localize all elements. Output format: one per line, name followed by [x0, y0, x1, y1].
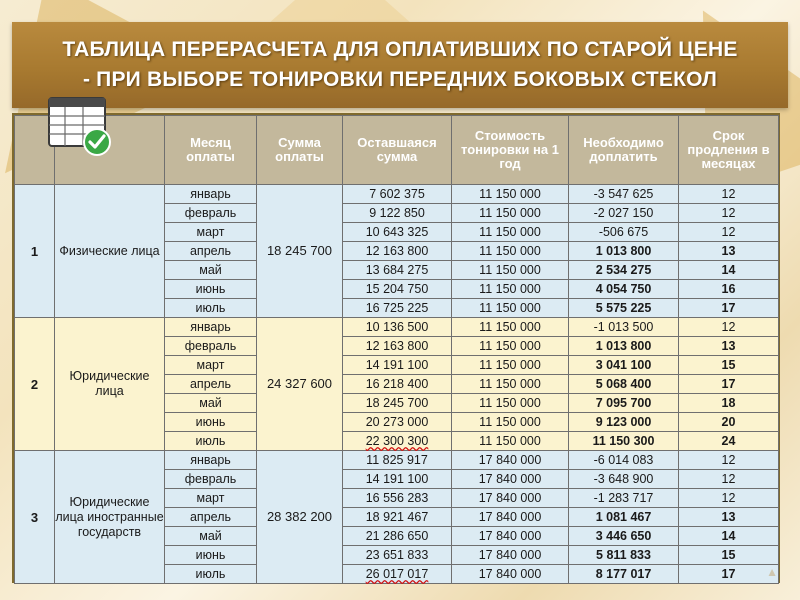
cell-cost: 11 150 000 [452, 413, 569, 432]
cell-topay: 1 013 800 [569, 337, 679, 356]
cell-topay: 1 013 800 [569, 242, 679, 261]
cell-topay: -3 648 900 [569, 470, 679, 489]
cell-remaining: 14 191 100 [343, 356, 452, 375]
group-category: Юридические лица [55, 318, 165, 451]
cell-topay: 3 446 650 [569, 527, 679, 546]
cell-month: июнь [165, 413, 257, 432]
cell-remaining: 18 921 467 [343, 508, 452, 527]
cell-remaining: 16 218 400 [343, 375, 452, 394]
cell-topay: 3 041 100 [569, 356, 679, 375]
cell-remaining: 11 825 917 [343, 451, 452, 470]
header-term: Срок продления в месяцах [679, 116, 779, 185]
cell-cost: 11 150 000 [452, 242, 569, 261]
header-cost: Стоимость тонировки на 1 год [452, 116, 569, 185]
cell-remaining: 16 556 283 [343, 489, 452, 508]
data-table [14, 115, 779, 584]
cell-month: январь [165, 318, 257, 337]
cell-month: май [165, 527, 257, 546]
title-line-2: - ПРИ ВЫБОРЕ ТОНИРОВКИ ПЕРЕДНИХ БОКОВЫХ СТЕКОЛ [82, 68, 718, 91]
cell-term: 24 [679, 432, 779, 451]
cell-topay: 8 177 017 [569, 565, 679, 584]
cell-topay: 11 150 300 [569, 432, 679, 451]
cell-term: 18 [679, 394, 779, 413]
cell-cost: 17 840 000 [452, 527, 569, 546]
cell-topay: 5 575 225 [569, 299, 679, 318]
header-month: Месяц оплаты [165, 116, 257, 185]
group-category: Юридические лица иностранные государств [55, 451, 165, 584]
cell-topay: -2 027 150 [569, 204, 679, 223]
cell-topay: 5 811 833 [569, 546, 679, 565]
recalculation-table [12, 113, 780, 583]
cell-term: 14 [679, 261, 779, 280]
cell-cost: 11 150 000 [452, 299, 569, 318]
cell-month: май [165, 394, 257, 413]
cell-cost: 11 150 000 [452, 356, 569, 375]
cell-cost: 11 150 000 [452, 185, 569, 204]
cell-month: февраль [165, 337, 257, 356]
cell-month: июнь [165, 280, 257, 299]
header-remaining: Оставшаяся сумма [343, 116, 452, 185]
cell-month: май [165, 261, 257, 280]
table-row [15, 318, 779, 337]
cell-remaining: 7 602 375 [343, 185, 452, 204]
cell-cost: 17 840 000 [452, 470, 569, 489]
cell-remaining: 12 163 800 [343, 337, 452, 356]
cell-term: 12 [679, 470, 779, 489]
cell-cost: 11 150 000 [452, 318, 569, 337]
page-corner-mark: ▲ [766, 565, 778, 579]
cell-remaining: 14 191 100 [343, 470, 452, 489]
title-banner [12, 22, 788, 108]
header-sum: Сумма оплаты [257, 116, 343, 185]
cell-month: апрель [165, 375, 257, 394]
cell-cost: 17 840 000 [452, 451, 569, 470]
cell-term: 17 [679, 375, 779, 394]
cell-month: февраль [165, 470, 257, 489]
header-row [15, 116, 779, 185]
cell-cost: 17 840 000 [452, 565, 569, 584]
cell-term: 15 [679, 546, 779, 565]
cell-term: 12 [679, 451, 779, 470]
group-number: 2 [15, 318, 55, 451]
cell-term: 12 [679, 318, 779, 337]
cell-term: 17 [679, 299, 779, 318]
cell-cost: 11 150 000 [452, 337, 569, 356]
cell-topay: 1 081 467 [569, 508, 679, 527]
cell-remaining: 15 204 750 [343, 280, 452, 299]
cell-month: март [165, 489, 257, 508]
cell-month: июль [165, 565, 257, 584]
cell-term: 12 [679, 204, 779, 223]
cell-month: январь [165, 451, 257, 470]
group-number: 3 [15, 451, 55, 584]
cell-month: апрель [165, 242, 257, 261]
cell-month: март [165, 223, 257, 242]
cell-remaining: 20 273 000 [343, 413, 452, 432]
cell-month: июнь [165, 546, 257, 565]
spreadsheet-checkmark-icon [45, 96, 115, 160]
cell-topay: 9 123 000 [569, 413, 679, 432]
cell-remaining: 9 122 850 [343, 204, 452, 223]
cell-remaining: 10 643 325 [343, 223, 452, 242]
cell-topay: 4 054 750 [569, 280, 679, 299]
cell-remaining: 10 136 500 [343, 318, 452, 337]
cell-cost: 11 150 000 [452, 394, 569, 413]
cell-term: 20 [679, 413, 779, 432]
cell-month: апрель [165, 508, 257, 527]
cell-month: июль [165, 432, 257, 451]
cell-topay: -506 675 [569, 223, 679, 242]
cell-topay: -6 014 083 [569, 451, 679, 470]
cell-remaining: 26 017 017 [343, 565, 452, 584]
cell-cost: 11 150 000 [452, 261, 569, 280]
cell-month: февраль [165, 204, 257, 223]
cell-term: 15 [679, 356, 779, 375]
cell-term: 12 [679, 223, 779, 242]
cell-term: 14 [679, 527, 779, 546]
cell-remaining: 22 300 300 [343, 432, 452, 451]
cell-topay: 2 534 275 [569, 261, 679, 280]
cell-month: январь [165, 185, 257, 204]
cell-remaining: 12 163 800 [343, 242, 452, 261]
group-number: 1 [15, 185, 55, 318]
cell-remaining: 13 684 275 [343, 261, 452, 280]
cell-term: 13 [679, 242, 779, 261]
cell-topay: -3 547 625 [569, 185, 679, 204]
cell-cost: 17 840 000 [452, 508, 569, 527]
cell-month: июль [165, 299, 257, 318]
table-row [15, 451, 779, 470]
cell-remaining: 16 725 225 [343, 299, 452, 318]
cell-remaining: 18 245 700 [343, 394, 452, 413]
cell-cost: 11 150 000 [452, 223, 569, 242]
cell-remaining: 21 286 650 [343, 527, 452, 546]
cell-term: 12 [679, 185, 779, 204]
header-topay: Необходимо доплатить [569, 116, 679, 185]
cell-term: 13 [679, 337, 779, 356]
cell-cost: 11 150 000 [452, 432, 569, 451]
cell-cost: 17 840 000 [452, 546, 569, 565]
title-line-1: ТАБЛИЦА ПЕРЕРАСЧЕТА ДЛЯ ОПЛАТИВШИХ ПО СТАРОЙ ЦЕНЕ [62, 38, 738, 61]
group-sum: 28 382 200 [257, 451, 343, 584]
cell-cost: 11 150 000 [452, 204, 569, 223]
cell-cost: 11 150 000 [452, 375, 569, 394]
cell-topay: -1 283 717 [569, 489, 679, 508]
cell-topay: -1 013 500 [569, 318, 679, 337]
cell-term: 16 [679, 280, 779, 299]
group-sum: 24 327 600 [257, 318, 343, 451]
cell-month: март [165, 356, 257, 375]
cell-topay: 7 095 700 [569, 394, 679, 413]
cell-remaining: 23 651 833 [343, 546, 452, 565]
cell-term: 17 [679, 565, 779, 584]
cell-term: 13 [679, 508, 779, 527]
group-category: Физические лица [55, 185, 165, 318]
cell-cost: 11 150 000 [452, 280, 569, 299]
cell-topay: 5 068 400 [569, 375, 679, 394]
group-sum: 18 245 700 [257, 185, 343, 318]
cell-cost: 17 840 000 [452, 489, 569, 508]
cell-term: 12 [679, 489, 779, 508]
table-row [15, 185, 779, 204]
